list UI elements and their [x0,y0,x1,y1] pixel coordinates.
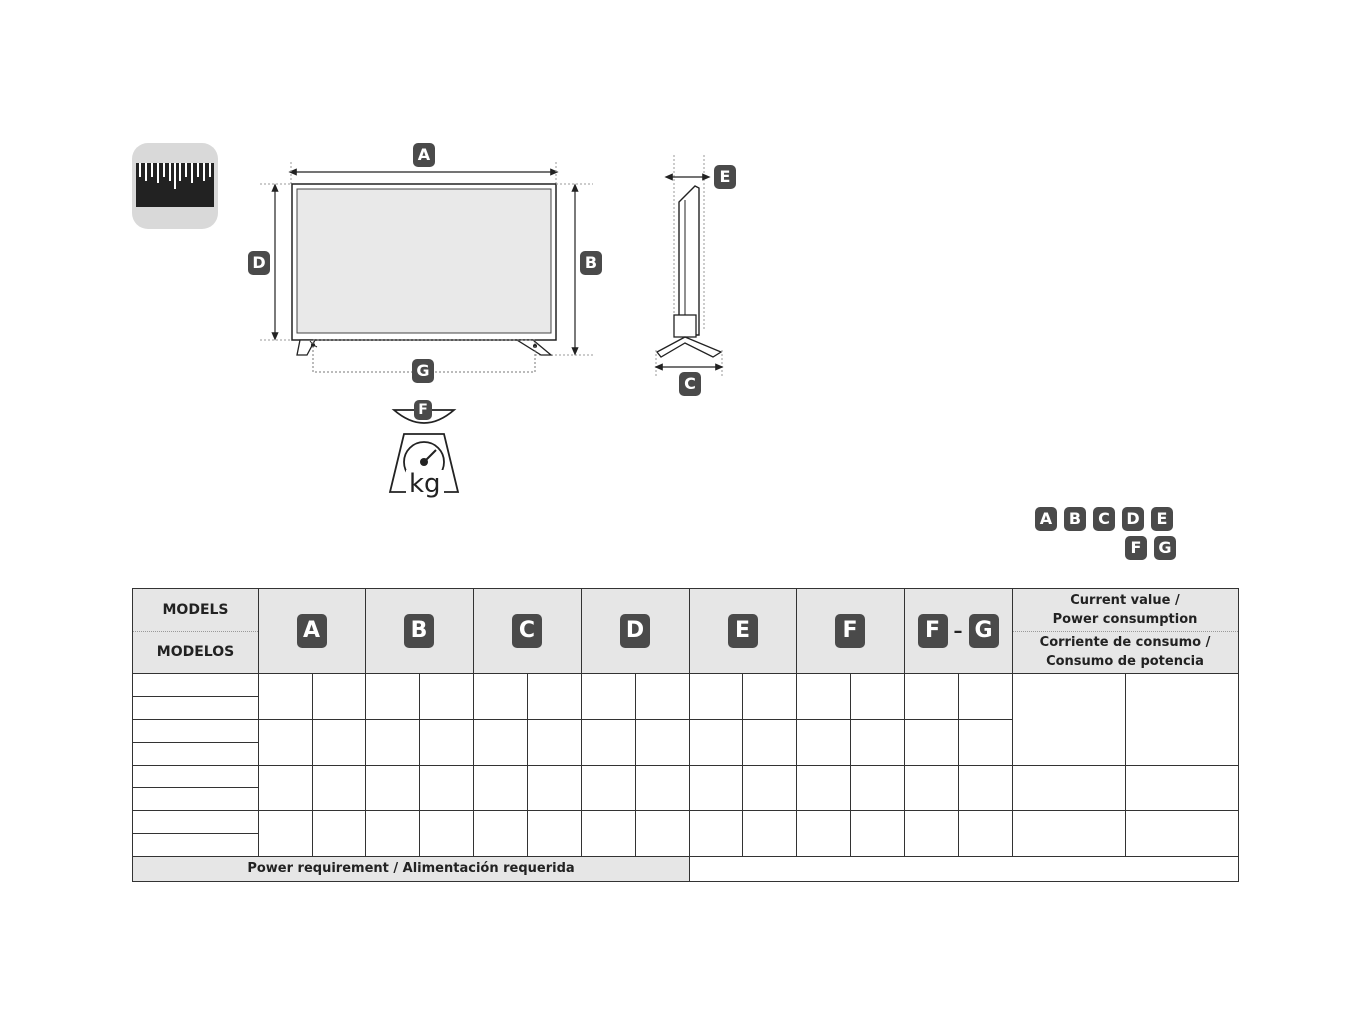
tv-front-diagram [255,140,615,390]
col-badge-f: F [835,614,865,648]
col-badge-d: D [620,614,650,648]
dimension-badge-b: B [580,251,602,275]
spec-table [132,588,1239,882]
legend-badge-g: G [1154,536,1176,560]
col-badge-fg-f: F [918,614,948,648]
dimension-badge-e: E [714,165,736,189]
current-en-header [1012,589,1238,631]
dimension-badge-a: A [413,143,435,167]
col-header-b [365,589,473,673]
legend-badge-b: B [1064,507,1086,531]
col-badge-fg-g: G [969,614,999,648]
col-badge-c: C [512,614,542,648]
col-header-fg [904,589,1012,673]
col-header-c [473,589,581,673]
col-badge-a: A [297,614,327,648]
col-badge-b: B [404,614,434,648]
models-en-header: MODELS [162,602,229,618]
legend-badge-e: E [1151,507,1173,531]
col-badge-e: E [728,614,758,648]
weight-badge-f: F [414,400,432,420]
models-es-header: MODELOS [156,644,235,660]
fg-dash: – [953,620,963,642]
dimension-badge-d: D [248,251,270,275]
legend-badge-d: D [1122,507,1144,531]
legend-row-1 [1035,507,1173,531]
dimension-badge-g: G [412,359,434,383]
col-header-e [689,589,796,673]
current-es-header [1012,631,1238,673]
col-header-f [796,589,904,673]
current-en-line1: Current value / [1070,593,1180,608]
legend-badge-a: A [1035,507,1057,531]
current-en-line2: Power consumption [1052,612,1198,627]
legend-badge-c: C [1093,507,1115,531]
power-requirement-label: Power requirement / Alimentación requerida [247,861,575,876]
legend-badge-f: F [1125,536,1147,560]
current-es-line1: Corriente de consumo / [1039,635,1211,650]
legend-row-2 [1125,536,1176,560]
current-es-line2: Consumo de potencia [1046,654,1204,669]
weight-unit: kg [406,470,444,498]
col-header-a [258,589,365,673]
ruler-icon [132,143,218,229]
dimension-badge-c: C [679,372,701,396]
col-header-d [581,589,689,673]
